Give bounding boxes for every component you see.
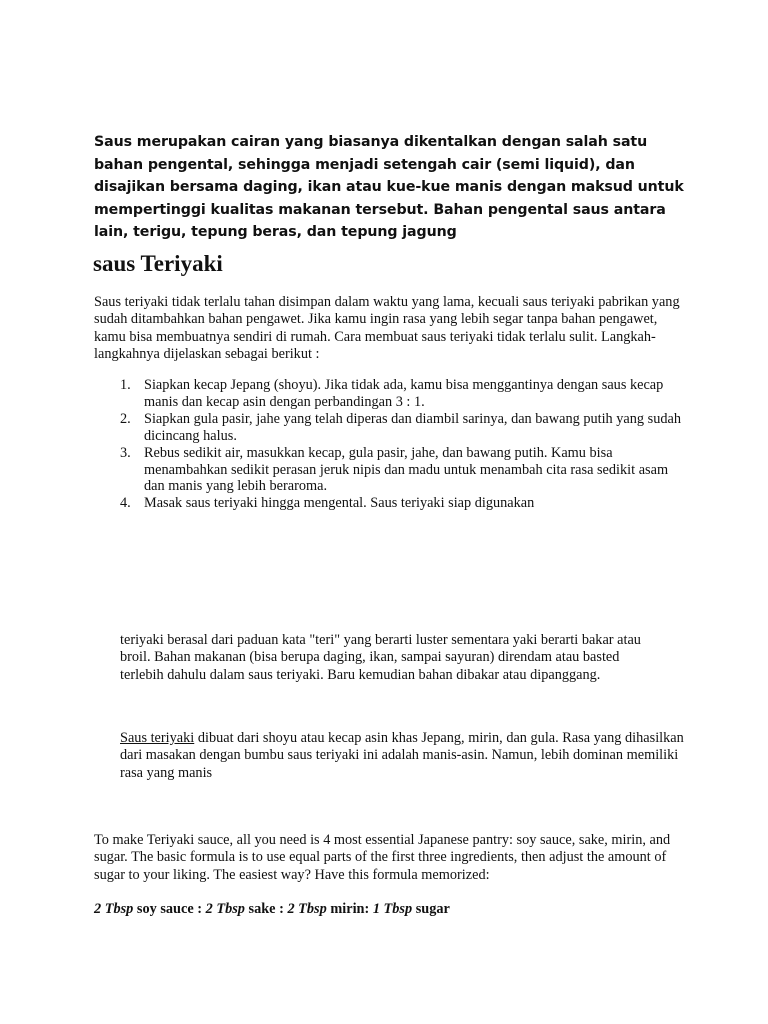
formula-line [94, 900, 450, 918]
step-number: 1. [120, 377, 131, 393]
section-heading: saus Teriyaki [93, 251, 223, 276]
formula-quantity: 2 Tbsp [287, 901, 327, 917]
formula-quantity: 1 Tbsp [372, 901, 413, 917]
formula-quantity: 2 Tbsp [94, 901, 134, 917]
step-text: Masak saus teriyaki hingga mengental. Saus teriyaki siap digunakan [144, 495, 535, 512]
formula-ingredient: sugar [412, 901, 450, 917]
step-number: 4. [120, 495, 131, 512]
step-item [94, 411, 684, 445]
step-number: 2. [120, 410, 131, 427]
step-number: 3. [120, 444, 131, 461]
intro-paragraph: Saus merupakan cairan yang biasanya dikentalkan dengan salah satu bahan pengental, sehingga menjadi setengah cair (semi liquid), dan disajikan bersama daging, ikan atau kue-kue manis dengan maksud untuk mempertinggi kualitas makanan tersebut. Bahan pengental saus antara lain, terigu, tepung beras, dan tepung jagung [94, 134, 684, 241]
formula-ingredient: soy sauce : [133, 901, 206, 917]
saus-teriyaki-link[interactable]: Saus teriyaki [120, 730, 195, 746]
formula-ingredient: sake : [244, 901, 288, 917]
step-item [94, 445, 684, 496]
formula-quantity: 2 Tbsp [205, 901, 245, 917]
step-text: Siapkan kecap Jepang (shoyu). Jika tidak ada, kamu bisa menggantinya dengan saus kecap manis dan kecap asin dengan perbandingan 3 : 1. [144, 377, 664, 410]
step-text: Siapkan gula pasir, jahe yang telah diperas dan diambil sarinya, dan bawang putih yang sudah dicincang halus. [144, 410, 681, 444]
intro-teriyaki-paragraph: Saus teriyaki tidak terlalu tahan disimpan dalam waktu yang lama, kecuali saus teriyaki pabrikan yang sudah ditambahkan bahan pengawet. Jika kamu ingin rasa yang lebih segar tanpa bahan pengawet, kamu bisa membuatnya sendiri di rumah. Cara membuat saus teriyaki tidak terlalu sulit. Langkah-langkahnya dijelaskan sebagai berikut : [94, 294, 680, 362]
english-paragraph: To make Teriyaki sauce, all you need is 4 most essential Japanese pantry: soy sauce, sake, mirin, and sugar. The basic formula is to use equal parts of the first three ingredients, then adjust the amount of sugar to your liking. The easiest way? Have this formula memorized: [94, 832, 671, 883]
ingredients-text: dibuat dari shoyu atau kecap asin khas Jepang, mirin, dan gula. Rasa yang dihasilkan dari masakan dengan bumbu saus teriyaki ini adalah manis-asin. Namun, lebih dominan memiliki rasa yang manis [120, 730, 684, 781]
etymology-paragraph: teriyaki berasal dari paduan kata "teri" yang berarti luster sementara yaki berarti bakar atau broil. Bahan makanan (bisa berupa daging, ikan, sampai sayuran) direndam atau basted terlebih dahulu dalam saus teriyaki. Baru kemudian bahan dibakar atau dipanggang. [120, 632, 641, 683]
step-item [94, 377, 684, 411]
step-item [94, 495, 684, 512]
formula-ingredient: mirin: [326, 901, 373, 917]
steps-list [94, 377, 684, 512]
step-text: Rebus sedikit air, masukkan kecap, gula pasir, jahe, dan bawang putih. Kamu bisa menambahkan sedikit perasan jeruk nipis dan madu untuk menambah cita rasa sedikit asam dan manis yang lebih beraroma. [144, 444, 669, 495]
ingredients-paragraph [120, 730, 685, 782]
